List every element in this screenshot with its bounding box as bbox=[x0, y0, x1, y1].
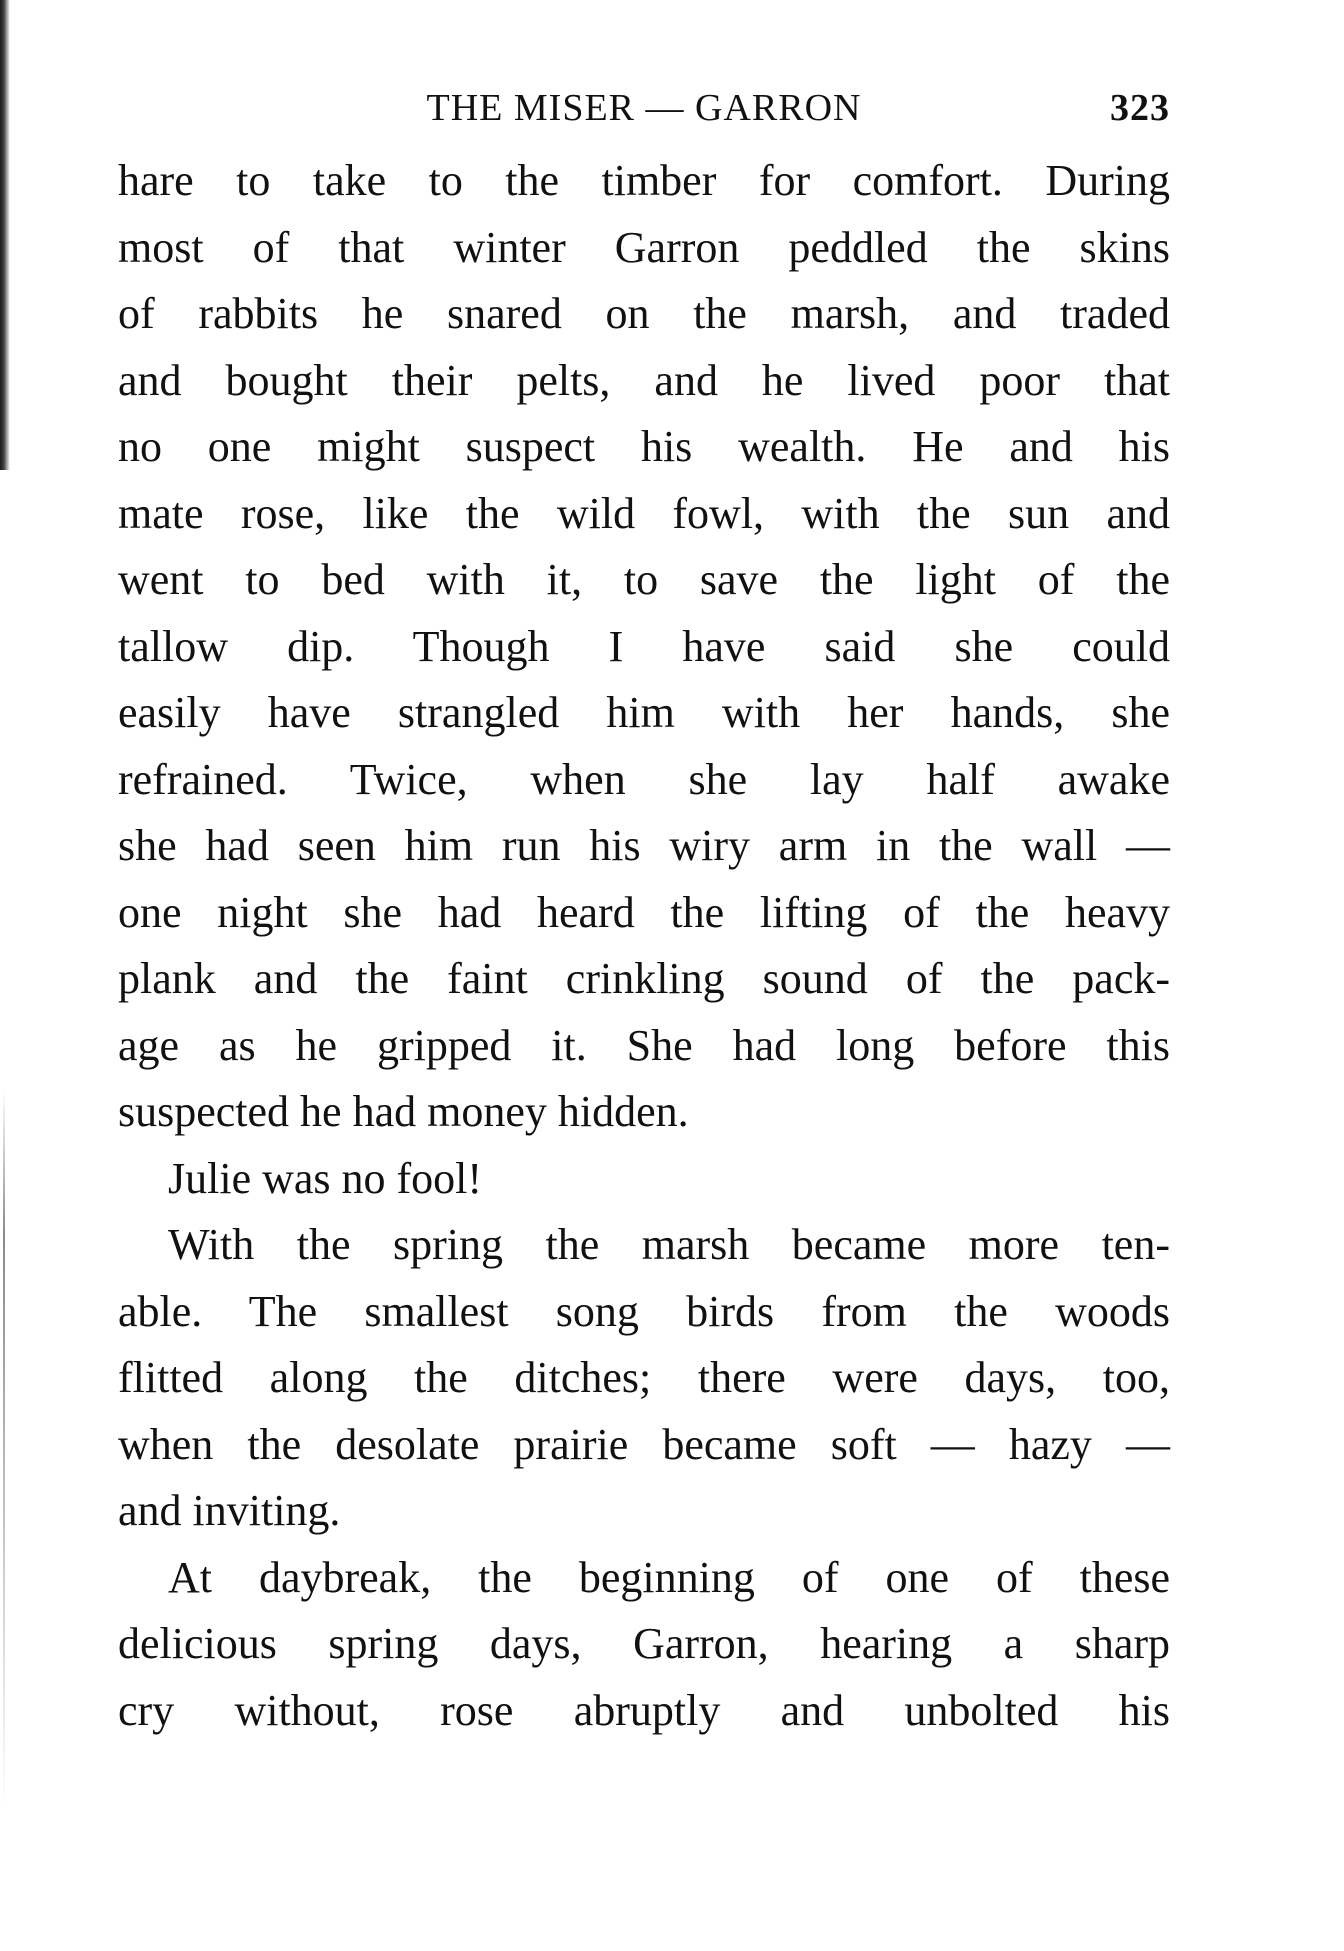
body-text bbox=[118, 148, 1170, 1744]
text-line: suspected he had money hidden. bbox=[118, 1087, 689, 1136]
text-line: no one might suspect his wealth. He and his bbox=[118, 422, 1170, 471]
running-head-title: THE MISER — GARRON bbox=[426, 87, 862, 129]
text-line: tallow dip. Though I have said she could bbox=[118, 621, 1170, 671]
text-line: she had seen him run his wiry arm in the wall — bbox=[118, 821, 1170, 870]
text-line: one night she had heard the lifting of the heavy bbox=[118, 887, 1170, 937]
text-line: able. The smallest song birds from the woods bbox=[118, 1286, 1170, 1336]
text-line: mate rose, like the wild fowl, with the sun and bbox=[118, 488, 1170, 538]
page-number: 323 bbox=[1110, 87, 1170, 129]
text-line: most of that winter Garron peddled the skins bbox=[118, 222, 1170, 272]
text-line: delicious spring days, Garron, hearing a sharp bbox=[118, 1619, 1170, 1668]
text-line: flitted along the ditches; there were days, too, bbox=[118, 1353, 1170, 1402]
running-head bbox=[118, 86, 1170, 138]
page-binding-shadow bbox=[0, 0, 10, 470]
book-page bbox=[118, 86, 1170, 1744]
text-line: At daybreak, the beginning of one of these bbox=[168, 1552, 1170, 1602]
text-line: age as he gripped it. She had long before this bbox=[118, 1020, 1170, 1070]
text-line: hare to take to the timber for comfort. During bbox=[118, 156, 1170, 205]
text-line: plank and the faint crinkling sound of the pack- bbox=[118, 954, 1170, 1003]
text-line: cry without, rose abruptly and unbolted his bbox=[118, 1685, 1170, 1735]
text-line: and bought their pelts, and he lived poor that bbox=[118, 355, 1170, 405]
text-line: went to bed with it, to save the light of the bbox=[118, 555, 1170, 604]
text-line: when the desolate prairie became soft — hazy — bbox=[118, 1419, 1170, 1469]
text-line: easily have strangled him with her hands, she bbox=[118, 688, 1170, 737]
text-line: of rabbits he snared on the marsh, and traded bbox=[118, 289, 1170, 338]
text-line: and inviting. bbox=[118, 1486, 341, 1535]
text-line: refrained. Twice, when she lay half awake bbox=[118, 754, 1170, 804]
text-line: With the spring the marsh became more ten- bbox=[168, 1220, 1170, 1269]
page-edge-mark bbox=[3, 1090, 5, 1810]
text-line: Julie was no fool! bbox=[168, 1153, 483, 1203]
